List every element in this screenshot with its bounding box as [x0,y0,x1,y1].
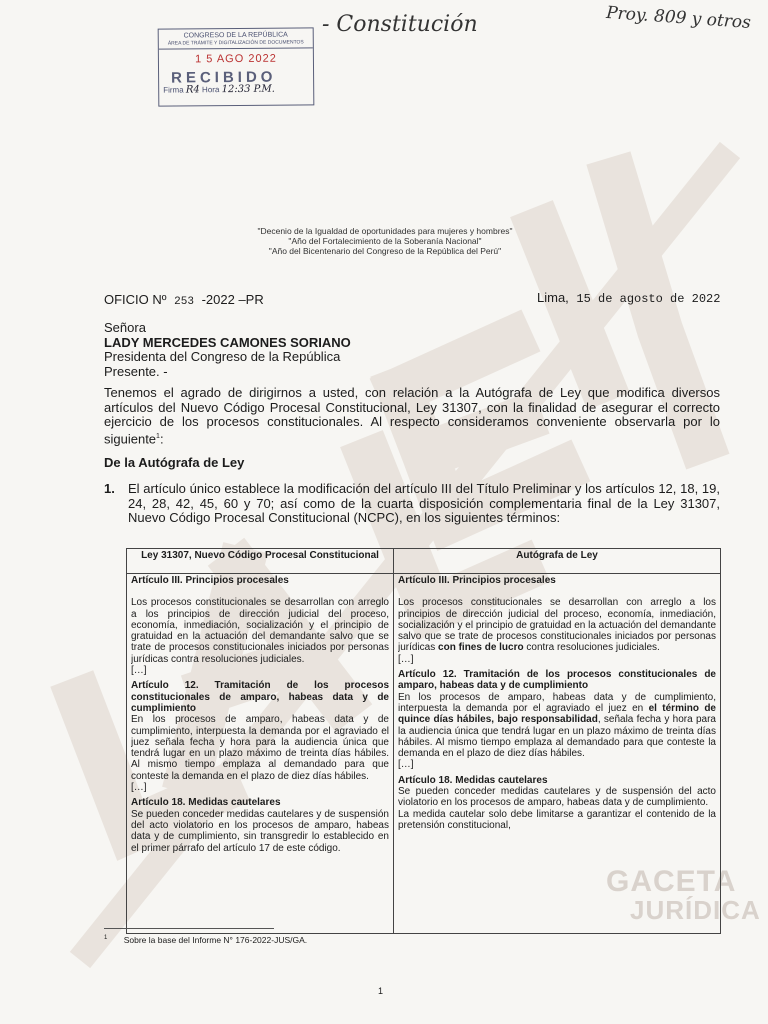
addressee-block [104,321,351,379]
footnote-mark: 1 [104,935,108,941]
stamp-received: RECIBIDO [171,68,277,87]
article-title: Artículo III. Principios procesales [131,575,289,586]
addressee-present: Presente. - [104,363,168,379]
item-text: El artículo único establece la modificación del artículo III del Título Preliminar y los artículos 12, 18, 19, 24, 28, 42, 45, 60 y 70; así como de la cuarta disposición complementaria final de la Ley 31307, Nuevo Código Procesal Constitucional (NCPC), en los siguientes términos: [128,481,720,525]
handwritten-note-right: Proy. 809 y otros [605,2,752,34]
footnote-reference: 1 [156,432,160,440]
article-title: Artículo 18. Medidas cautelares [131,797,281,809]
intro-paragraph [104,386,720,446]
article-title: Artículo 12. Tramitación de los procesos constitucionales de amparo, habeas data y de cumplimiento [398,669,716,692]
letter-city: Lima, [537,290,569,305]
footnote [104,935,307,945]
footnote-divider [104,928,274,929]
article-text: Los procesos constitucionales se desarrollan con arreglo a los principios de dirección judicial del proceso, economía, inmediación, socialización y el principio de gratuidad en la actuación del demandante salvo que se trate de procesos constitucionales iniciados por personas jurídicas contra resoluciones judiciales. [131,597,389,665]
numbered-item-1 [104,482,720,526]
stamp-institution: CONGRESO DE LA REPÚBLICA [183,31,288,40]
watermark-brand-line2: JURÍDICA [630,895,761,925]
footnote-text: Sobre la base del Informe N° 176-2022-JUS/GA. [123,935,308,945]
article-title: Artículo III. Principios procesales [398,575,556,586]
article-text-highlight: el término de quince días hábiles, bajo responsabilidad [398,702,716,726]
year-mottos [200,226,570,256]
article-title: Artículo 12. Tramitación de los procesos constitucionales de amparo, habeas data y de cumplimiento [131,680,389,714]
section-title: De la Autógrafa de Ley [104,455,245,470]
article-text-highlight: con fines de lucro [438,642,524,654]
ellipsis: […] [398,759,414,771]
article-text-part: En los procesos de amparo, habeas data y de cumplimiento, interpuesta la demanda por el agraviado el juez en [398,691,716,714]
article-text: En los procesos de amparo, habeas data y de cumplimiento, interpuesta la demanda por el agraviado el juez señala fecha y hora para la audiencia única que tendrá lugar en un plazo máximo de treinta días hábiles. Al mismo tiempo emplaza al demandado para que conteste la demanda en el plazo de diez días hábiles. [131,714,389,782]
comparison-table [126,548,721,934]
table-header-row [127,549,721,574]
column-header-autograph: Autógrafa de Ley [394,549,721,574]
stamp-hora-label: Hora [201,85,220,95]
stamp-date: 1 5 AGO 2022 [195,52,277,66]
article-text [398,692,716,760]
motto-line: "Año del Fortalecimiento de la Soberanía Nacional" [288,236,482,246]
addressee-salutation: Señora [104,320,146,335]
letter-date [537,290,720,306]
intro-end: : [159,430,164,446]
article-text [398,597,716,653]
column-header-law: Ley 31307, Nuevo Código Procesal Constitucional [127,549,394,574]
article-text: La medida cautelar solo debe limitarse a garantizar el contenido de la pretensión constitucional, [398,808,716,831]
stamp-firma-value: R4 [185,84,200,96]
oficio-reference [104,292,264,308]
item-number: 1. [104,481,115,496]
oficio-label: OFICIO Nº [104,292,167,307]
oficio-number: 253 [174,296,194,308]
page-number: 1 [378,986,384,996]
article-text: Se pueden conceder medidas cautelares y de suspensión del acto violatorio en los procesos de amparo, habeas data y de cumplimiento. [398,786,716,809]
motto-line: "Año del Bicentenario del Congreso de la República del Perú" [268,246,502,256]
table-row [127,574,721,934]
reception-stamp [158,27,315,106]
autograph-text-cell [394,574,721,934]
letter-date-value: 15 de agosto de 2022 [576,292,721,306]
ellipsis: […] [398,653,414,665]
ellipsis: […] [131,782,147,794]
intro-text: Tenemos el agrado de dirigirnos a usted, con relación a la Autógrafa de Ley que modifica diversos artículos del Nuevo Código Procesal Constitucional, Ley 31307, con la finalidad de asegurar el correcto ejercicio de los procesos constitucionales. Al respecto consideramos conveniente observarla por lo siguiente [104,385,720,446]
article-text-part: , señala fecha y hora para la audiencia única que tendrá lugar en un plazo máximo de treinta días hábiles. Al mismo tiempo emplaza al demandado para que conteste la demanda en el plazo de diez días hábiles. [398,714,716,760]
article-text: Se pueden conceder medidas cautelares y de suspensión del acto violatorio en los procesos de amparo, habeas data y de cumplimiento, sin transgredir lo establecido en el primer párrafo del artículo 17 de este código. [131,808,389,854]
watermark-brand-line1: GACETA [606,865,737,898]
stamp-firma-label: Firma [163,85,184,95]
article-title: Artículo 18. Medidas cautelares [398,774,548,786]
addressee-role: Presidenta del Congreso de la República [104,349,341,364]
article-text-part: contra resoluciones judiciales. [526,642,660,654]
motto-line: "Decenio de la Igualdad de oportunidades para mujeres y hombres" [257,226,513,236]
law-text-cell [127,574,394,934]
stamp-department: ÁREA DE TRÁMITE Y DIGITALIZACIÓN DE DOCUMENTOS [159,39,313,49]
article-text-part: Los procesos constitucionales se desarrollan con arreglo a los principios de dirección judicial del proceso, economía, inmediación, socialización y el principio de gratuidad en la actuación del demandante salvo que se trate de procesos constitucionales iniciados por personas jurídicas [398,597,716,654]
addressee-name: LADY MERCEDES CAMONES SORIANO [104,334,351,350]
oficio-suffix: -2022 –PR [201,292,264,307]
stamp-hora-value: 12:33 P.M. [221,83,275,96]
ellipsis: […] [131,665,147,677]
handwritten-note-left: - Constitución [322,12,478,37]
stamp-signature-row [159,83,313,95]
